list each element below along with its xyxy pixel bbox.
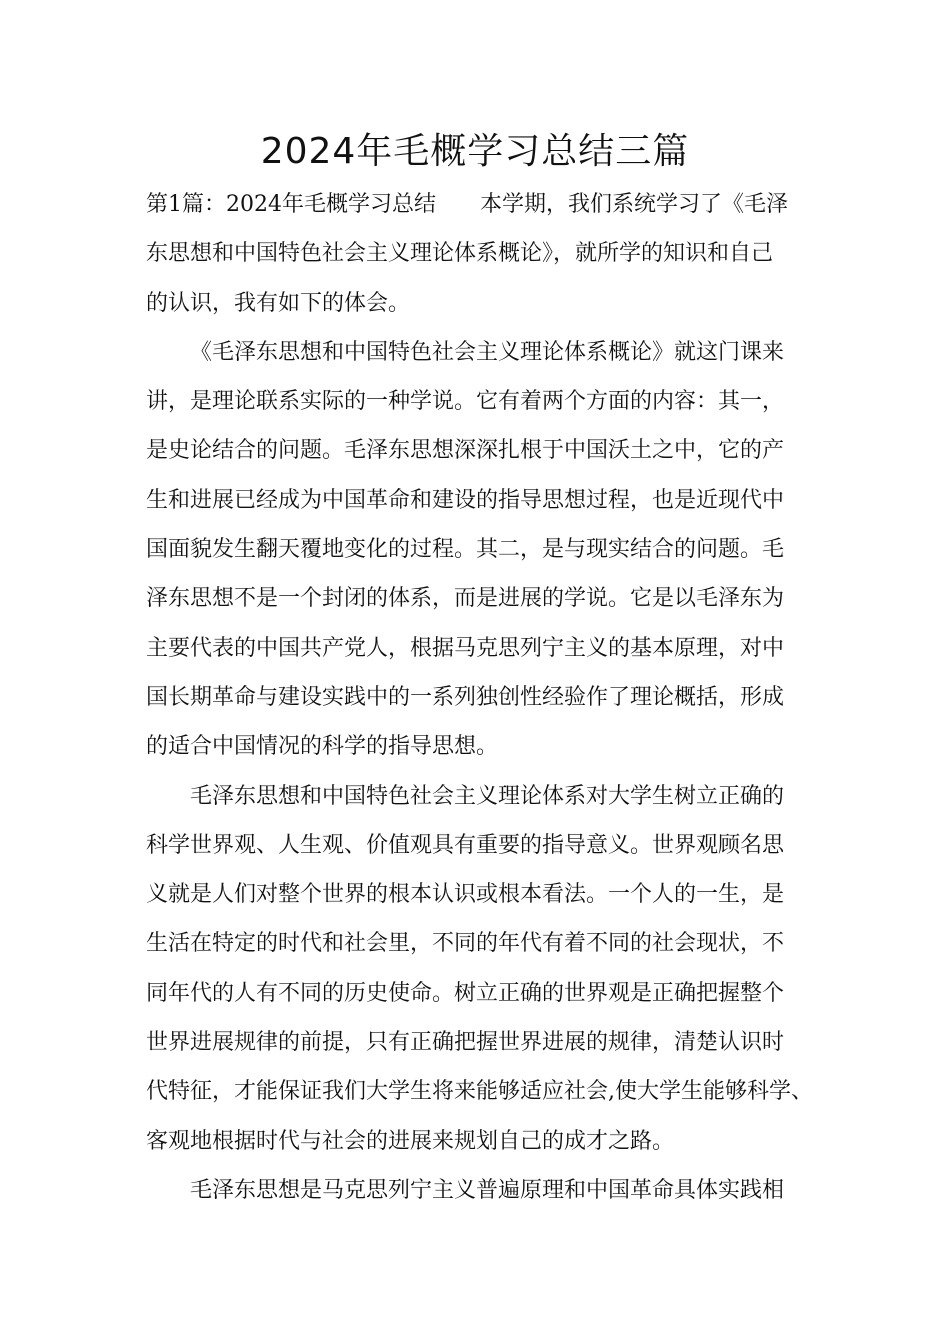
paragraph-line: 第1篇：2024年毛概学习总结 本学期，我们系统学习了《毛泽 xyxy=(146,192,788,217)
paragraph-line: 泽东思想不是一个封闭的体系，而是进展的学说。它是以毛泽东为 xyxy=(146,586,785,612)
paragraph-line: 毛泽东思想是马克思列宁主义普遍原理和中国革命具体实践相 xyxy=(190,1177,785,1203)
paragraph-line: 东思想和中国特色社会主义理论体系概论》，就所学的知识和自己 xyxy=(146,241,774,267)
paragraph-line: 主要代表的中国共产党人，根据马克思列宁主义的基本原理，对中 xyxy=(146,635,785,661)
paragraph-line: 讲，是理论联系实际的一种学说。它有着两个方面的内容：其一， xyxy=(146,389,785,415)
page-title: 2024年毛概学习总结三篇 xyxy=(260,131,690,172)
paragraph-line: 的认识，我有如下的体会。 xyxy=(146,290,411,316)
paragraph xyxy=(146,180,826,328)
paragraph-line: 国面貌发生翻天覆地变化的过程。其二，是与现实结合的问题。毛 xyxy=(146,537,785,563)
paragraph-line: 的适合中国情况的科学的指导思想。 xyxy=(146,734,499,760)
paragraph-line: 代特征，才能保证我们大学生将来能够适应社会,使大学生能够科学、 xyxy=(146,1079,813,1105)
paragraph-line: 生和进展已经成为中国革命和建设的指导思想过程，也是近现代中 xyxy=(146,487,785,513)
paragraph xyxy=(146,328,826,772)
paragraph xyxy=(146,1166,826,1215)
paragraph-line: 同年代的人有不同的历史使命。树立正确的世界观是正确把握整个 xyxy=(146,980,785,1006)
document-body xyxy=(146,180,826,1215)
paragraph-line: 客观地根据时代与社会的进展来规划自己的成才之路。 xyxy=(146,1128,675,1154)
paragraph-line: 义就是人们对整个世界的根本认识或根本看法。一个人的一生，是 xyxy=(146,882,785,908)
paragraph-line: 科学世界观、人生观、价值观具有重要的指导意义。世界观顾名思 xyxy=(146,832,785,858)
paragraph-line: 是史论结合的问题。毛泽东思想深深扎根于中国沃土之中，它的产 xyxy=(146,438,785,464)
paragraph-line: 国长期革命与建设实践中的一系列独创性经验作了理论概括，形成 xyxy=(146,684,785,710)
paragraph-line: 世界进展规律的前提，只有正确把握世界进展的规律，清楚认识时 xyxy=(146,1030,785,1056)
paragraph-line: 《毛泽东思想和中国特色社会主义理论体系概论》就这门课来 xyxy=(190,339,785,365)
paragraph-line: 毛泽东思想和中国特色社会主义理论体系对大学生树立正确的 xyxy=(190,783,785,809)
paragraph xyxy=(146,772,826,1166)
paragraph-line: 生活在特定的时代和社会里，不同的年代有着不同的社会现状，不 xyxy=(146,931,785,957)
